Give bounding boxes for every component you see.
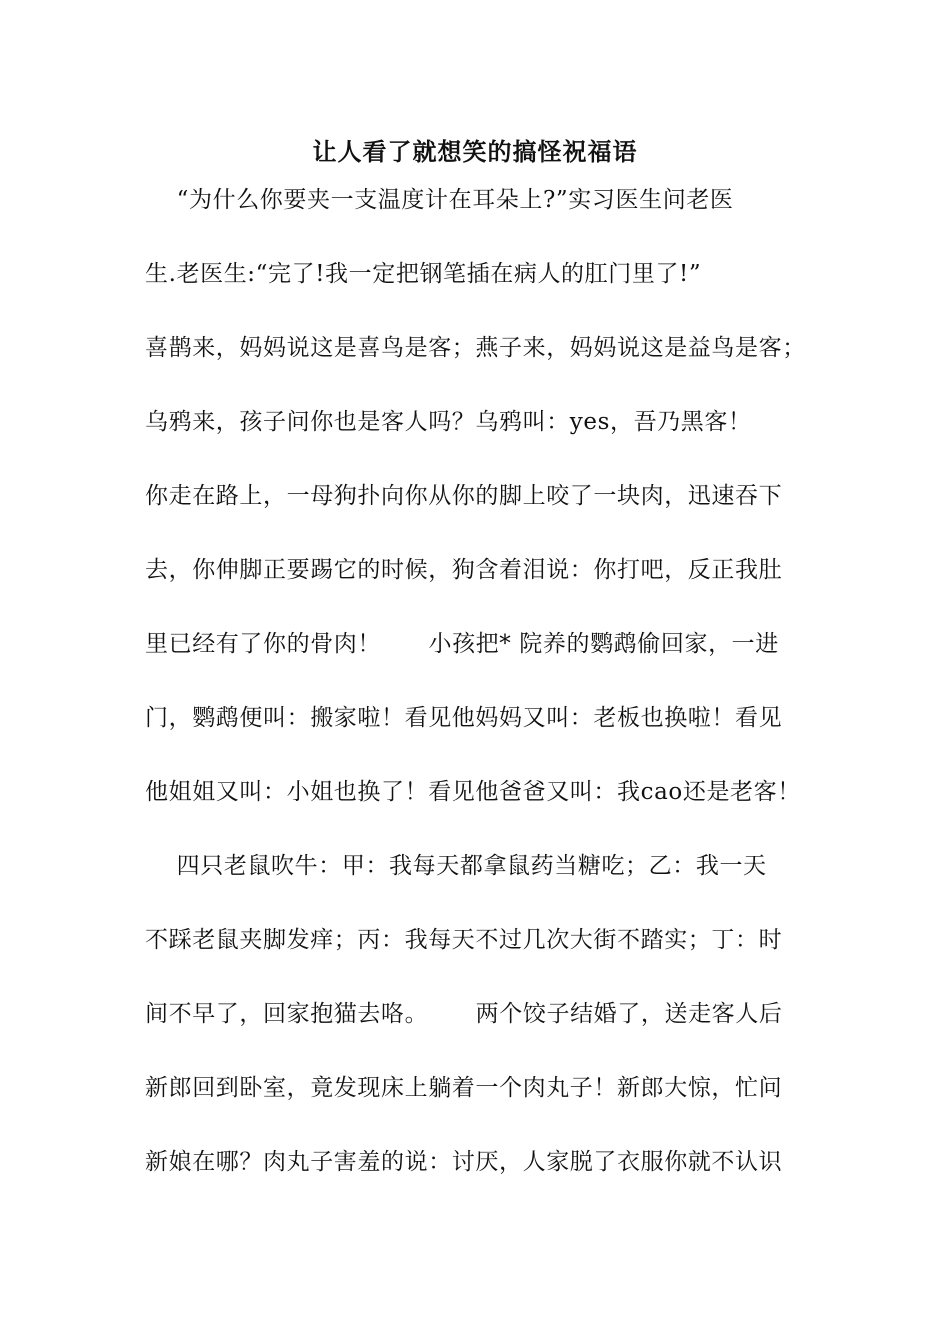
body-line-14: 新娘在哪？肉丸子害羞的说：讨厌，人家脱了衣服你就不认识 — [145, 1149, 783, 1175]
body-line-1: “为什么你要夹一支温度计在耳朵上?”实习医生问老医 — [145, 187, 734, 213]
body-line-5: 你走在路上，一母狗扑向你从你的脚上咬了一块肉，迅速吞下 — [145, 483, 783, 509]
document-title: 让人看了就想笑的搞怪祝福语 — [312, 137, 638, 166]
body-line-7: 里已经有了你的骨肉！ 小孩把* 院养的鹦鹉偷回家，一进 — [145, 631, 779, 657]
body-line-8: 门，鹦鹉便叫：搬家啦！看见他妈妈又叫：老板也换啦！看见 — [145, 705, 783, 731]
body-line-2: 生.老医生:“完了!我一定把钢笔插在病人的肛门里了!” — [145, 261, 702, 287]
body-line-13: 新郎回到卧室，竟发现床上躺着一个肉丸子！新郎大惊，忙问 — [145, 1075, 783, 1101]
body-line-3: 喜鹊来，妈妈说这是喜鸟是客；燕子来，妈妈说这是益鸟是客； — [145, 335, 806, 361]
body-line-4: 乌鸦来，孩子问你也是客人吗？乌鸦叫：yes，吾乃黑客！ — [145, 409, 752, 435]
body-line-11: 不踩老鼠夹脚发痒；丙：我每天不过几次大街不踏实；丁：时 — [145, 927, 783, 953]
body-line-9: 他姐姐又叫：小姐也换了！看见他爸爸又叫：我cao还是老客！ — [145, 779, 801, 805]
body-line-10: 四只老鼠吹牛：甲：我每天都拿鼠药当糖吃；乙：我一天 — [145, 853, 767, 879]
body-line-6: 去，你伸脚正要踢它的时候，狗含着泪说：你打吧，反正我肚 — [145, 557, 783, 583]
body-line-12: 间不早了，回家抱猫去咯。 两个饺子结婚了，送走客人后 — [145, 1001, 783, 1027]
